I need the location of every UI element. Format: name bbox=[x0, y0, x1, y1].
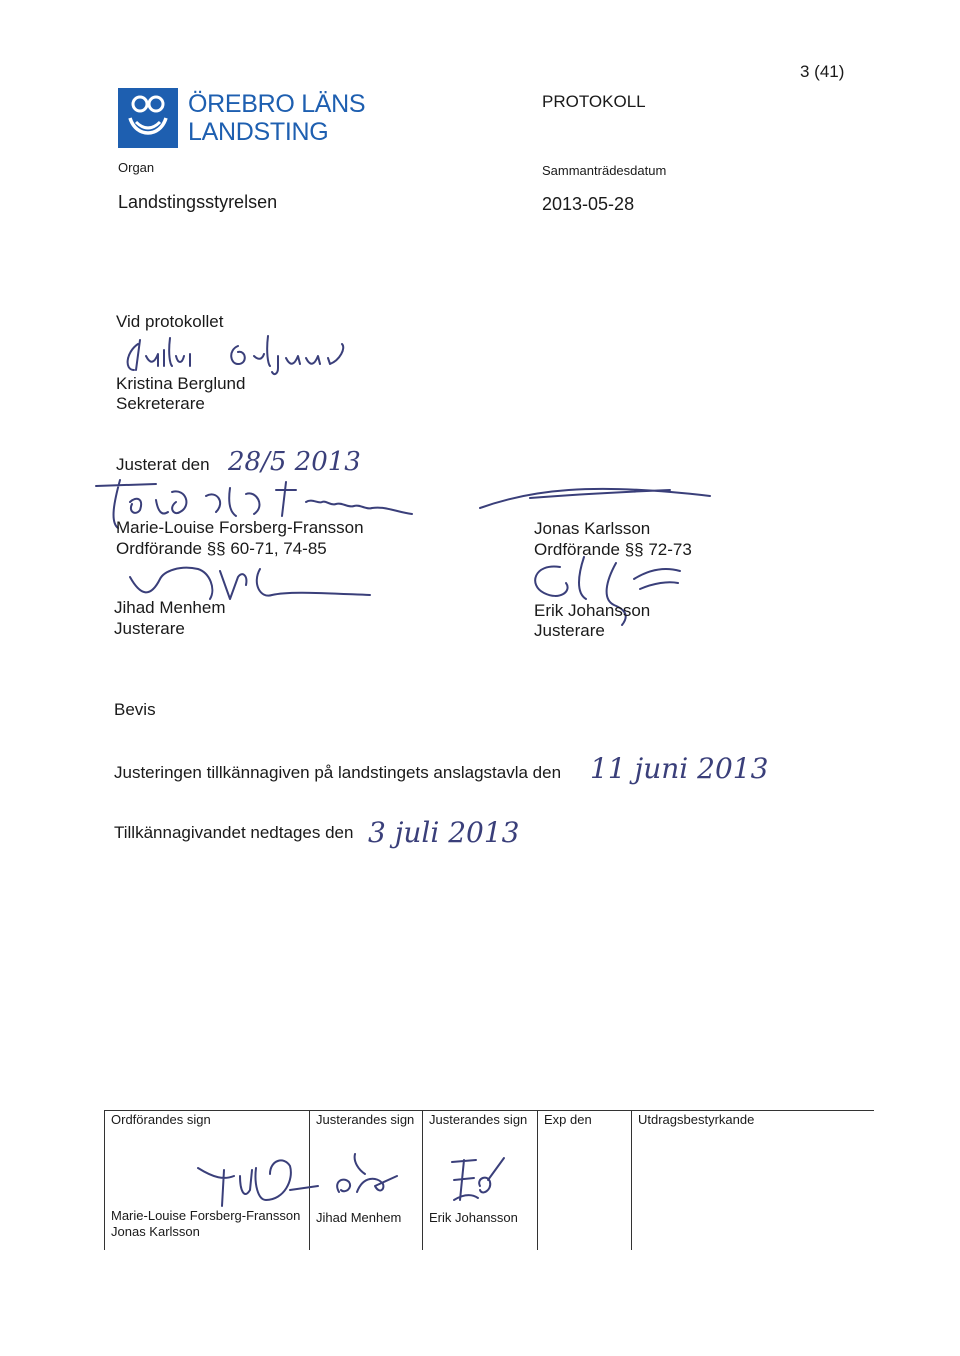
initials-ordforande bbox=[194, 1150, 324, 1214]
logo-line1: ÖREBRO LÄNS bbox=[188, 90, 366, 118]
nedtages-text: Tillkännagivandet nedtages den bbox=[114, 823, 354, 842]
signatory-name-4: Erik Johansson bbox=[534, 601, 651, 620]
nedtages-date-handwriting bbox=[368, 806, 568, 856]
secretary-role: Sekreterare bbox=[116, 394, 205, 413]
table-header-justerandes-2: Justerandes sign bbox=[429, 1112, 528, 1127]
initials-justerare-1 bbox=[329, 1146, 419, 1206]
date-value: 2013-05-28 bbox=[542, 194, 635, 214]
table-divider bbox=[537, 1110, 538, 1250]
signatory-name-3: Jihad Menhem bbox=[114, 598, 226, 617]
logo-line2: LANDSTING bbox=[188, 118, 329, 146]
logo-wordmark bbox=[188, 90, 365, 146]
svg-text:3 juli 2013: 3 juli 2013 bbox=[368, 816, 520, 849]
signatory-role-1: Ordförande §§ 60-71, 74-85 bbox=[116, 539, 327, 558]
table-header-ordforandes: Ordförandes sign bbox=[111, 1112, 211, 1127]
date-label: Sammanträdesdatum bbox=[542, 163, 667, 178]
secretary-intro: Vid protokollet bbox=[116, 312, 224, 331]
chair-signature-jonas bbox=[470, 472, 730, 522]
landsting-logo-icon bbox=[118, 88, 178, 148]
signatory-name-1: Marie-Louise Forsberg-Fransson bbox=[116, 518, 364, 537]
table-header-justerandes-1: Justerandes sign bbox=[316, 1112, 415, 1127]
signatory-role-3: Justerare bbox=[114, 619, 185, 638]
ordforande-name-1: Marie-Louise Forsberg-Fransson bbox=[111, 1208, 301, 1223]
signatory-name-2: Jonas Karlsson bbox=[534, 519, 651, 538]
table-divider bbox=[104, 1110, 105, 1250]
signatory-role-4: Justerare bbox=[534, 621, 605, 640]
table-header-utdragsbestyrkande: Utdragsbestyrkande bbox=[638, 1112, 755, 1127]
justerande-name-1: Jihad Menhem bbox=[316, 1210, 402, 1225]
bevis-heading: Bevis bbox=[114, 700, 156, 719]
table-header-exp-den: Exp den bbox=[544, 1112, 592, 1127]
ordforande-sign-names bbox=[111, 1208, 300, 1240]
secretary-signature bbox=[118, 330, 378, 380]
justerande-name-2: Erik Johansson bbox=[429, 1210, 518, 1225]
signature-table bbox=[104, 1110, 874, 1250]
table-divider bbox=[422, 1110, 423, 1250]
secretary-name: Kristina Berglund bbox=[116, 374, 246, 393]
table-divider bbox=[631, 1110, 632, 1250]
table-top-border bbox=[104, 1110, 874, 1111]
justeringen-date-handwriting bbox=[590, 742, 810, 792]
organ-label: Organ bbox=[118, 160, 155, 175]
initials-justerare-2 bbox=[442, 1150, 522, 1208]
organ-value: Landstingsstyrelsen bbox=[118, 192, 278, 212]
svg-text:28/5 2013: 28/5 2013 bbox=[228, 447, 361, 477]
justeringen-text: Justeringen tillkännagiven på landstingets anslagstavla den bbox=[114, 763, 562, 782]
signatory-role-2: Ordförande §§ 72-73 bbox=[534, 540, 692, 559]
ordforande-name-2: Jonas Karlsson bbox=[111, 1224, 200, 1239]
page-number: 3 (41) bbox=[800, 62, 845, 81]
justerat-label: Justerat den bbox=[116, 455, 210, 474]
doc-type: PROTOKOLL bbox=[542, 92, 646, 111]
svg-text:11 juni 2013: 11 juni 2013 bbox=[590, 752, 769, 785]
